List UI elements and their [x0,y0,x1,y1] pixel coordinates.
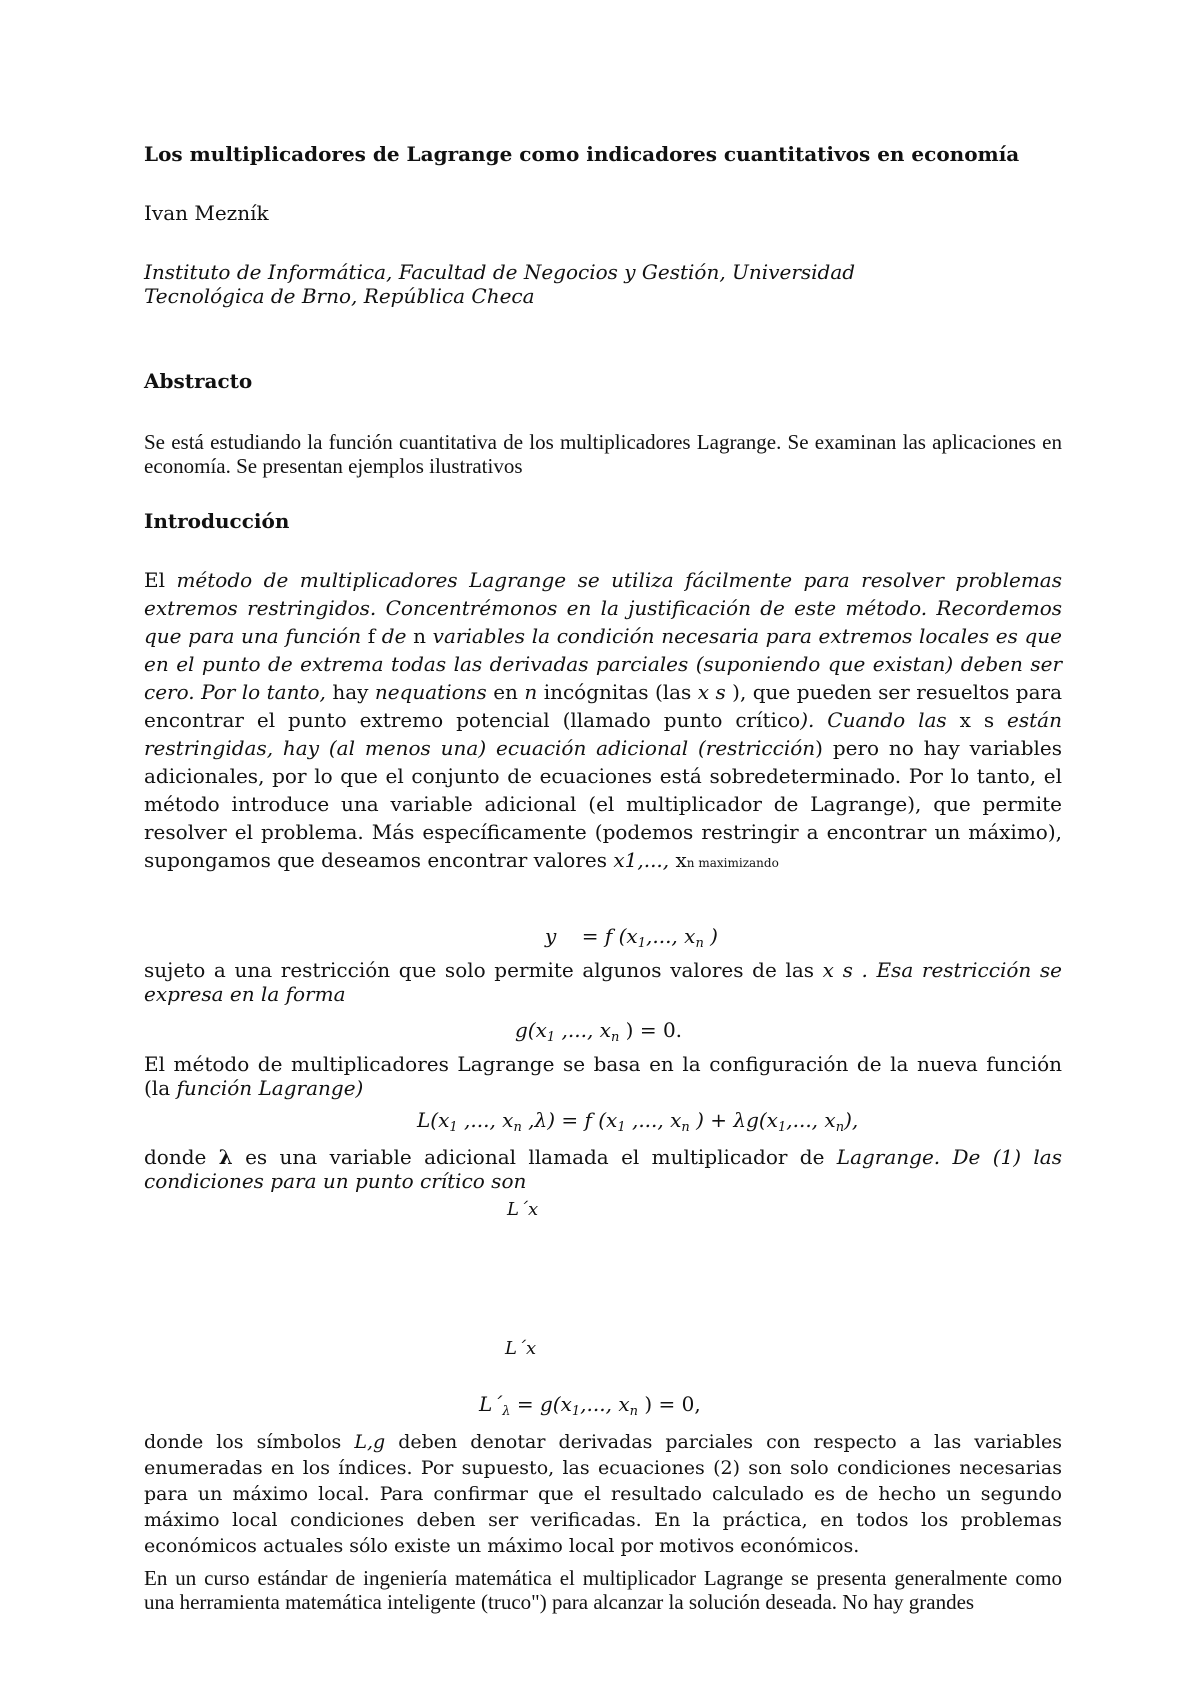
intro-paragraph-2: sujeto a una restricción que solo permite algunos valores de las x s . Esa restricción se expresa en la forma [144,958,1062,1006]
abstract-heading: Abstracto [144,369,253,393]
author-name: Ivan Mezník [144,201,269,225]
equation-lambda-condition: $L´_\lambda = g(x_1$,..., $x_n$ ) = 0, [479,1392,701,1419]
intro-heading: Introducción [144,509,290,533]
intro-paragraph-6: En un curso estándar de ingeniería matemática el multiplicador Lagrange se presenta generalmente como una herramienta matemática inteligente (truco") para alcanzar la solución deseada. No hay grandes [144,1566,1062,1614]
paper-title: Los multiplicadores de Lagrange como indicadores cuantitativos en economía [144,142,1020,166]
abstract-text: Se está estudiando la función cuantitativa de los multiplicadores Lagrange. Se examinan las aplicaciones en economía. Se presentan ejemplos ilustrativos [144,430,1062,478]
intro-paragraph-4: donde λ es una variable adicional llamada el multiplicador de Lagrange. De (1) las condiciones para un punto crítico son [144,1145,1062,1193]
intro-paragraph-3: El método de multiplicadores Lagrange se basa en la configuración de la nueva función (la función Lagrange) [144,1052,1062,1100]
affiliation-line-1: Instituto de Informática, Facultad de Negocios y Gestión, Universidad [144,260,856,284]
equation-objective: y = f ($x_1$,..., $x_n$ ) [545,924,718,951]
intro-paragraph-5: donde los símbolos L,g deben denotar derivadas parciales con respecto a las variables enumeradas en los índices. Por supuesto, las ecuaciones (2) son solo condiciones necesarias para un máximo local. Para confirmar que el resultado calculado es de hecho un segundo máximo local condiciones deben ser verificadas. En la práctica, en todos los problemas económicos actuales sólo existe un máximo local por motivos económicos. [144,1431,1063,1557]
partial-derivative-lx-1: L´x [507,1199,539,1220]
partial-derivative-lx-2: L´x [505,1338,537,1359]
equation-lagrange-function: $L(x_1$ ,..., $x_n$ ,λ) = f ($x_1$ ,..., $x_n$ ) + $\lambda g(x_1$,..., $x_n$), [417,1108,859,1135]
affiliation [144,260,1044,308]
affiliation-line-2: Tecnológica de Brno, República Checa [144,284,535,308]
equation-constraint: $g(x_1$ ,..., $x_n$ ) = 0. [515,1018,683,1045]
intro-paragraph-1: El método de multiplicadores Lagrange se utiliza fácilmente para resolver problemas extremos restringidos. Concentrémonos en la justificación de este método. Recordemos que para una función f de n variables la condición necesaria para extremos locales es que en el punto de extrema todas las derivadas parciales (suponiendo que existan) deben ser cero. Por lo tanto, hay nequations en n incógnitas (las x s ), que pueden ser resueltos para encontrar el punto extremo potencial (llamado punto crítico). Cuando las x s están restringidas, hay (al menos una) ecuación adicional (restricción) pero no hay variables adicionales, por lo que el conjunto de ecuaciones está sobredeterminado. Por lo tanto, el método introduce una variable adicional (el multiplicador de Lagrange), que permite resolver el problema. Más específicamente (podemos restringir a encontrar un máximo), supongamos que deseamos encontrar valores x1,..., xn maximizando [144,568,1063,872]
